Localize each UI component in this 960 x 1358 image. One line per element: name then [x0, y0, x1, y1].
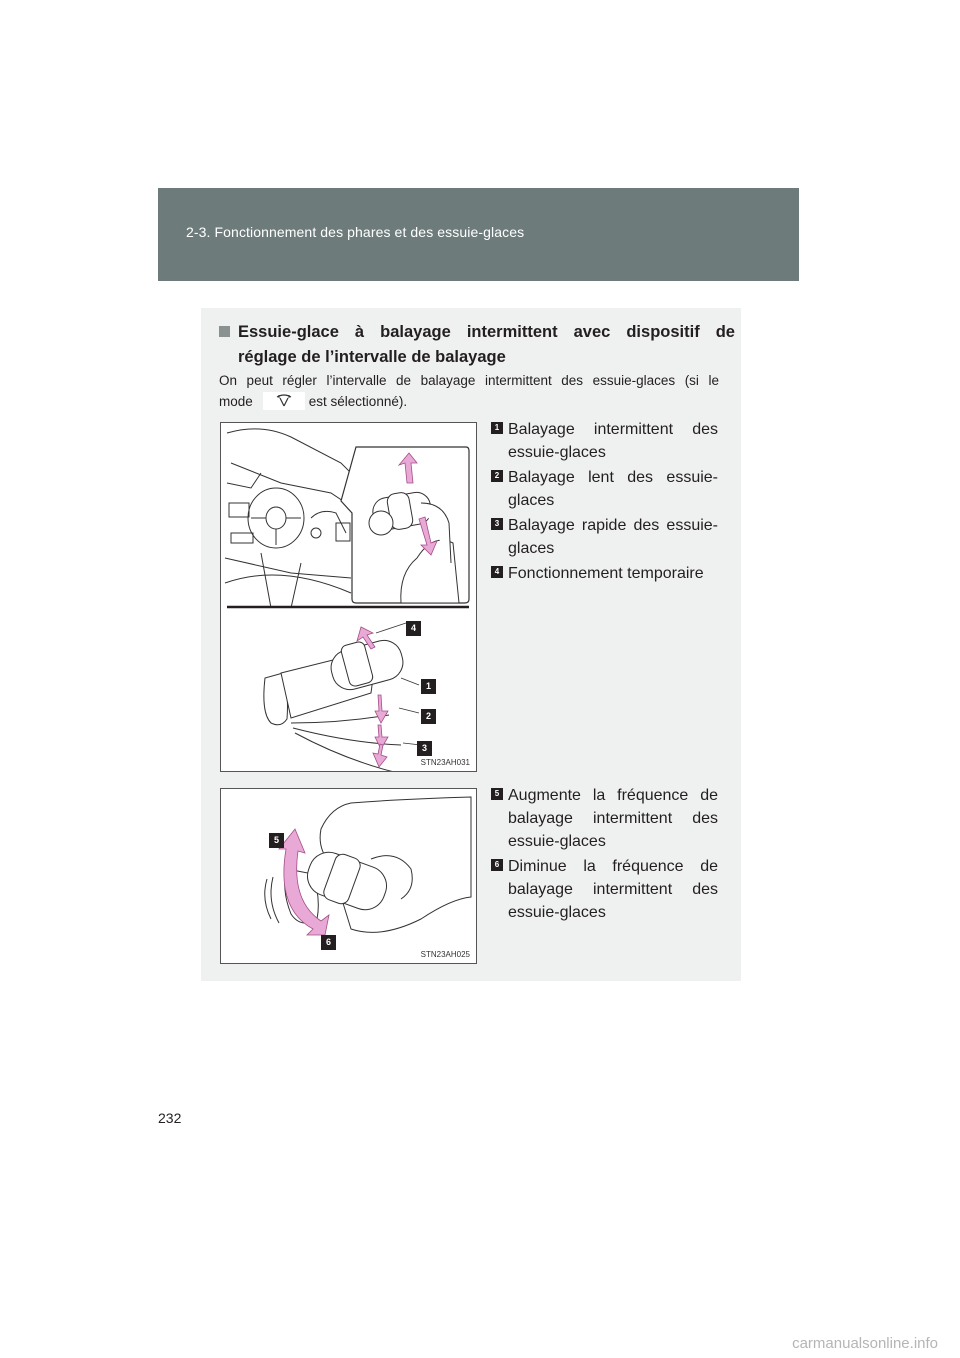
interval-knob-illustration [220, 788, 477, 964]
item-text: Balayage intermittent des essuie-glaces [508, 421, 718, 461]
list-item [491, 418, 718, 464]
callout-5: 5 [269, 833, 284, 848]
item-text: Fonctionnement temporaire [508, 565, 704, 582]
callout-6: 6 [321, 935, 336, 950]
item-number: 2 [491, 470, 503, 482]
item-text: Balayage rapide des essuie-glaces [508, 517, 718, 557]
callout-3: 3 [417, 741, 432, 756]
desc-line-2 [219, 391, 719, 412]
item-number: 3 [491, 518, 503, 530]
item-number: 1 [491, 422, 503, 434]
figure-code: STN23AH031 [420, 758, 470, 767]
section-header: 2-3. Fonctionnement des phares et des essuie-glaces [186, 224, 525, 240]
item-number: 6 [491, 859, 503, 871]
watermark: carmanualsonline.info [792, 1335, 938, 1352]
item-number: 5 [491, 788, 503, 800]
list-item [491, 784, 718, 853]
description [219, 370, 719, 412]
item-text: Diminue la fréquence de balayage intermittent des essuie-glaces [508, 858, 718, 921]
header-band [158, 188, 799, 281]
dashboard-and-lever-drawing [221, 423, 476, 771]
figure-code: STN23AH025 [420, 950, 470, 959]
callout-2: 2 [421, 709, 436, 724]
intermittent-wiper-icon [263, 392, 305, 410]
knob-function-list [491, 784, 718, 926]
item-number: 4 [491, 566, 503, 578]
list-item [491, 466, 718, 512]
content-box [201, 308, 741, 981]
list-item [491, 514, 718, 560]
knob-and-hand-drawing [221, 789, 476, 963]
page-number: 232 [158, 1110, 182, 1126]
list-item [491, 855, 718, 924]
wiper-lever-illustration [220, 422, 477, 772]
desc-mode: mode [219, 394, 253, 409]
desc-line-1: On peut régler l’intervalle de balayage intermittent des essuie-glaces (si le [219, 373, 719, 388]
callout-4: 4 [406, 621, 421, 636]
lever-function-list [491, 418, 718, 587]
item-text: Balayage lent des essuie-glaces [508, 469, 718, 509]
item-text: Augmente la fréquence de balayage intermittent des essuie-glaces [508, 787, 718, 850]
callout-1: 1 [421, 679, 436, 694]
title-line-1: Essuie-glace à balayage intermittent avec dispositif de [238, 323, 735, 341]
list-item [491, 562, 718, 585]
bullet-square-icon [219, 326, 230, 337]
title-line-2: réglage de l’intervalle de balayage [238, 348, 506, 366]
desc-end: est sélectionné). [308, 394, 408, 409]
